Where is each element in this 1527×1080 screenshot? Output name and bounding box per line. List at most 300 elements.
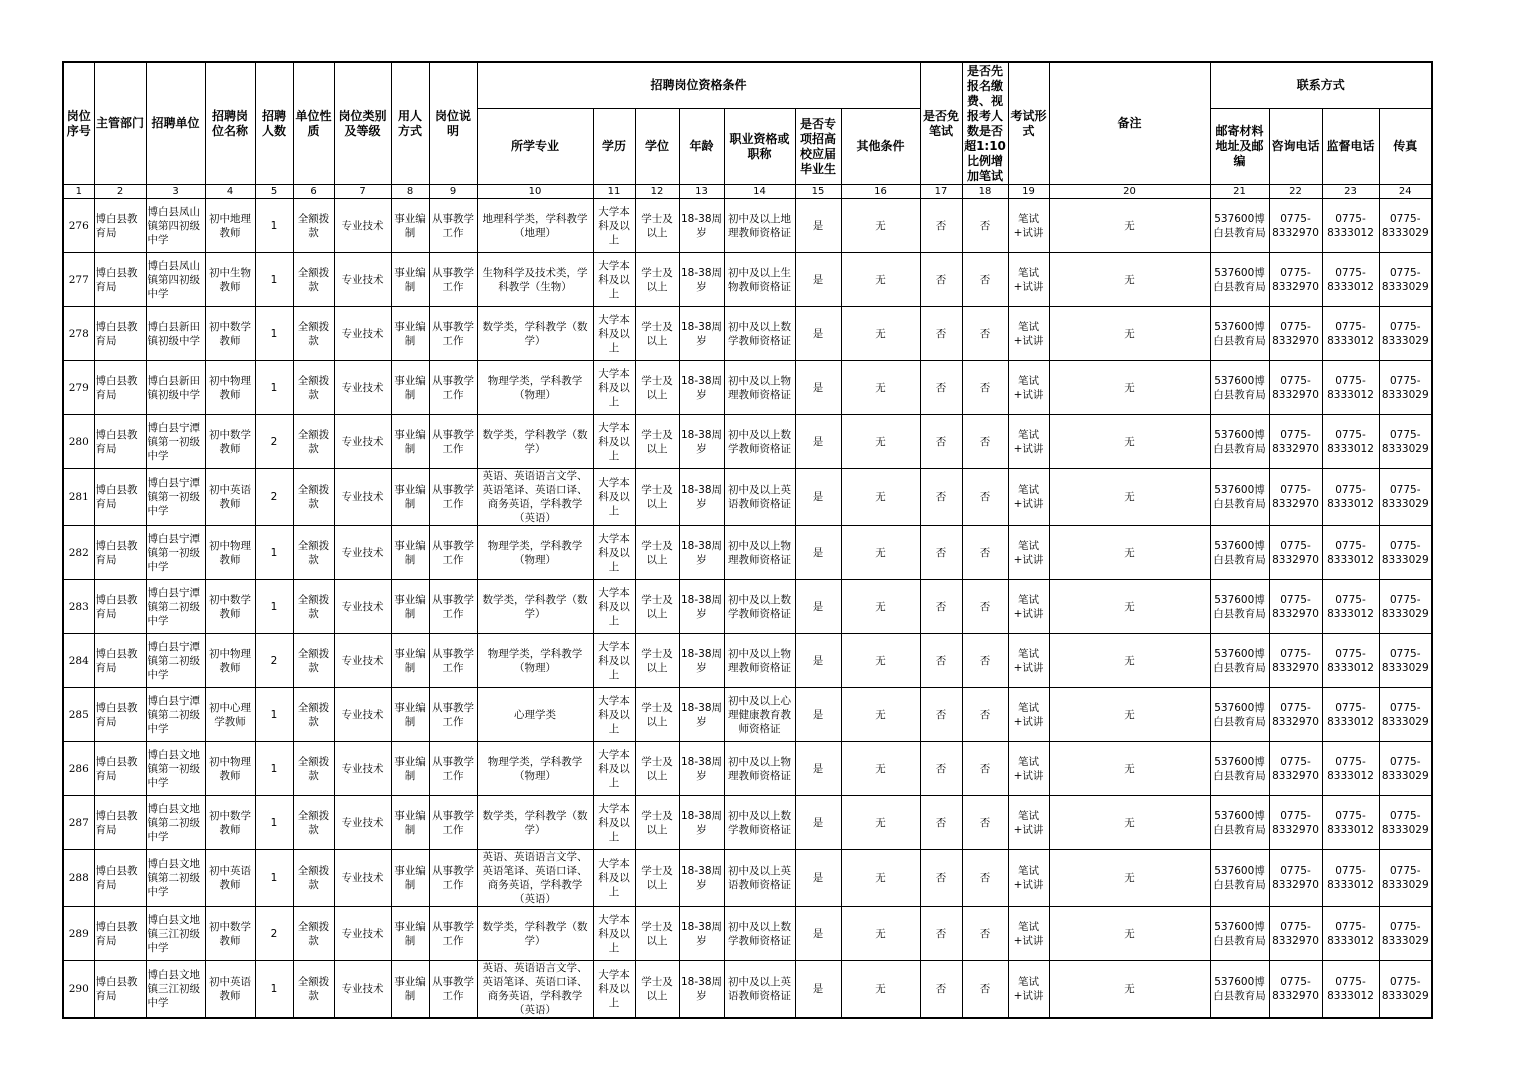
cell-degree: 学士及以上 [635, 199, 679, 253]
cell-desc: 从事教学工作 [429, 850, 477, 907]
cell-education: 大学本科及以上 [593, 307, 635, 361]
cell-post-no: 283 [63, 580, 94, 634]
column-number: 23 [1322, 185, 1379, 199]
cell-category: 专业技术 [334, 580, 391, 634]
column-number: 2 [94, 185, 146, 199]
cell-phone: 0775-8332970 [1269, 742, 1322, 796]
cell-exempt: 否 [920, 961, 962, 1019]
cell-post-no: 287 [63, 796, 94, 850]
cell-employ: 事业编制 [391, 307, 429, 361]
cell-desc: 从事教学工作 [429, 361, 477, 415]
cell-unit-type: 全额拨款 [293, 907, 334, 961]
cell-ratio: 否 [962, 415, 1008, 469]
cell-education: 大学本科及以上 [593, 526, 635, 580]
cell-age: 18-38周岁 [679, 850, 724, 907]
cell-employ: 事业编制 [391, 850, 429, 907]
cell-post-no: 276 [63, 199, 94, 253]
cell-unit-type: 全额拨款 [293, 850, 334, 907]
cell-post-no: 284 [63, 634, 94, 688]
cell-fax: 0775-8333029 [1379, 634, 1432, 688]
cell-supervise: 0775-8333012 [1322, 634, 1379, 688]
cell-dept: 博白县教育局 [94, 634, 146, 688]
cell-unit-type: 全额拨款 [293, 796, 334, 850]
cell-employ: 事业编制 [391, 634, 429, 688]
cell-remark: 无 [1049, 907, 1210, 961]
table-row [63, 796, 1432, 850]
cell-cert: 初中及以上数学教师资格证 [724, 796, 795, 850]
cell-address: 537600博白县教育局 [1210, 850, 1269, 907]
cell-exempt: 否 [920, 688, 962, 742]
cell-address: 537600博白县教育局 [1210, 307, 1269, 361]
cell-desc: 从事教学工作 [429, 253, 477, 307]
cell-cert: 初中及以上数学教师资格证 [724, 580, 795, 634]
cell-phone: 0775-8332970 [1269, 580, 1322, 634]
cell-cert: 初中及以上英语教师资格证 [724, 961, 795, 1019]
cell-age: 18-38周岁 [679, 634, 724, 688]
cell-post-name: 初中数学教师 [205, 415, 255, 469]
column-number: 14 [724, 185, 795, 199]
cell-major: 数学类，学科教学（数学） [477, 307, 593, 361]
cell-education: 大学本科及以上 [593, 850, 635, 907]
cell-post-no: 290 [63, 961, 94, 1019]
cell-unit-type: 全额拨款 [293, 961, 334, 1019]
cell-category: 专业技术 [334, 415, 391, 469]
cell-exempt: 否 [920, 415, 962, 469]
cell-age: 18-38周岁 [679, 580, 724, 634]
cell-other: 无 [841, 796, 920, 850]
cell-exam: 笔试+试讲 [1008, 961, 1049, 1019]
cell-exempt: 否 [920, 634, 962, 688]
cell-count: 1 [255, 307, 293, 361]
cell-exam: 笔试+试讲 [1008, 580, 1049, 634]
cell-major: 数学类，学科教学（数学） [477, 415, 593, 469]
table-row [63, 742, 1432, 796]
cell-ratio: 否 [962, 961, 1008, 1019]
cell-cert: 初中及以上数学教师资格证 [724, 907, 795, 961]
cell-employ: 事业编制 [391, 580, 429, 634]
cell-exempt: 否 [920, 307, 962, 361]
cell-supervise: 0775-8333012 [1322, 361, 1379, 415]
cell-unit-type: 全额拨款 [293, 307, 334, 361]
cell-degree: 学士及以上 [635, 742, 679, 796]
cell-fresh-grad: 是 [795, 742, 841, 796]
cell-exempt: 否 [920, 526, 962, 580]
cell-employ: 事业编制 [391, 907, 429, 961]
cell-degree: 学士及以上 [635, 415, 679, 469]
cell-other: 无 [841, 634, 920, 688]
cell-age: 18-38周岁 [679, 961, 724, 1019]
cell-employ: 事业编制 [391, 742, 429, 796]
table-row [63, 415, 1432, 469]
cell-unit: 博白县宁潭镇第一初级中学 [146, 415, 205, 469]
cell-post-name: 初中数学教师 [205, 796, 255, 850]
column-number: 7 [334, 185, 391, 199]
cell-education: 大学本科及以上 [593, 580, 635, 634]
cell-cert: 初中及以上数学教师资格证 [724, 415, 795, 469]
cell-exam: 笔试+试讲 [1008, 742, 1049, 796]
cell-cert: 初中及以上地理教师资格证 [724, 199, 795, 253]
cell-desc: 从事教学工作 [429, 961, 477, 1019]
cell-cert: 初中及以上物理教师资格证 [724, 634, 795, 688]
cell-phone: 0775-8332970 [1269, 415, 1322, 469]
cell-post-name: 初中物理教师 [205, 742, 255, 796]
cell-phone: 0775-8332970 [1269, 634, 1322, 688]
cell-age: 18-38周岁 [679, 526, 724, 580]
cell-address: 537600博白县教育局 [1210, 469, 1269, 526]
cell-cert: 初中及以上心理健康教育教师资格证 [724, 688, 795, 742]
cell-ratio: 否 [962, 361, 1008, 415]
col-header-age: 年龄 [679, 109, 724, 185]
cell-post-no: 286 [63, 742, 94, 796]
cell-phone: 0775-8332970 [1269, 361, 1322, 415]
cell-fresh-grad: 是 [795, 688, 841, 742]
cell-phone: 0775-8332970 [1269, 961, 1322, 1019]
cell-dept: 博白县教育局 [94, 253, 146, 307]
cell-cert: 初中及以上生物教师资格证 [724, 253, 795, 307]
col-header-unit: 招聘单位 [146, 62, 205, 185]
column-number: 3 [146, 185, 205, 199]
cell-ratio: 否 [962, 469, 1008, 526]
cell-degree: 学士及以上 [635, 961, 679, 1019]
table-row [63, 580, 1432, 634]
cell-education: 大学本科及以上 [593, 253, 635, 307]
cell-fresh-grad: 是 [795, 907, 841, 961]
cell-post-no: 285 [63, 688, 94, 742]
cell-address: 537600博白县教育局 [1210, 688, 1269, 742]
cell-category: 专业技术 [334, 469, 391, 526]
cell-ratio: 否 [962, 307, 1008, 361]
cell-degree: 学士及以上 [635, 526, 679, 580]
cell-post-name: 初中物理教师 [205, 361, 255, 415]
cell-fresh-grad: 是 [795, 796, 841, 850]
cell-post-name: 初中数学教师 [205, 580, 255, 634]
col-header-desc: 岗位说明 [429, 62, 477, 185]
cell-desc: 从事教学工作 [429, 742, 477, 796]
cell-exempt: 否 [920, 907, 962, 961]
cell-education: 大学本科及以上 [593, 469, 635, 526]
cell-category: 专业技术 [334, 361, 391, 415]
cell-address: 537600博白县教育局 [1210, 361, 1269, 415]
cell-age: 18-38周岁 [679, 199, 724, 253]
cell-ratio: 否 [962, 742, 1008, 796]
column-number: 15 [795, 185, 841, 199]
cell-age: 18-38周岁 [679, 742, 724, 796]
cell-other: 无 [841, 199, 920, 253]
table-row [63, 253, 1432, 307]
cell-category: 专业技术 [334, 742, 391, 796]
cell-age: 18-38周岁 [679, 415, 724, 469]
cell-count: 2 [255, 634, 293, 688]
cell-phone: 0775-8332970 [1269, 526, 1322, 580]
cell-phone: 0775-8332970 [1269, 469, 1322, 526]
cell-exam: 笔试+试讲 [1008, 469, 1049, 526]
col-header-exempt: 是否免笔试 [920, 62, 962, 185]
cell-other: 无 [841, 580, 920, 634]
column-number: 21 [1210, 185, 1269, 199]
col-header-fax: 传真 [1379, 109, 1432, 185]
cell-major: 物理学类，学科教学（物理） [477, 526, 593, 580]
cell-post-name: 初中物理教师 [205, 634, 255, 688]
cell-fax: 0775-8333029 [1379, 961, 1432, 1019]
cell-category: 专业技术 [334, 688, 391, 742]
cell-fax: 0775-8333029 [1379, 688, 1432, 742]
cell-ratio: 否 [962, 907, 1008, 961]
table-row [63, 688, 1432, 742]
cell-category: 专业技术 [334, 796, 391, 850]
table-row [63, 961, 1432, 1019]
col-header-employ: 用人方式 [391, 62, 429, 185]
cell-degree: 学士及以上 [635, 907, 679, 961]
table-row [63, 469, 1432, 526]
cell-dept: 博白县教育局 [94, 361, 146, 415]
cell-phone: 0775-8332970 [1269, 796, 1322, 850]
cell-other: 无 [841, 961, 920, 1019]
cell-major: 数学类，学科教学（数学） [477, 796, 593, 850]
cell-unit: 博白县文地镇三江初级中学 [146, 961, 205, 1019]
cell-remark: 无 [1049, 307, 1210, 361]
cell-fax: 0775-8333029 [1379, 253, 1432, 307]
cell-other: 无 [841, 850, 920, 907]
col-header-post-name: 招聘岗位名称 [205, 62, 255, 185]
cell-remark: 无 [1049, 688, 1210, 742]
cell-count: 1 [255, 796, 293, 850]
cell-unit: 博白县宁潭镇第二初级中学 [146, 688, 205, 742]
cell-exempt: 否 [920, 199, 962, 253]
cell-employ: 事业编制 [391, 961, 429, 1019]
cell-post-no: 288 [63, 850, 94, 907]
col-header-category: 岗位类别及等级 [334, 62, 391, 185]
col-header-degree: 学位 [635, 109, 679, 185]
cell-address: 537600博白县教育局 [1210, 796, 1269, 850]
cell-education: 大学本科及以上 [593, 742, 635, 796]
cell-unit: 博白县新田镇初级中学 [146, 361, 205, 415]
recruitment-table [62, 61, 1433, 1019]
cell-remark: 无 [1049, 361, 1210, 415]
cell-fax: 0775-8333029 [1379, 415, 1432, 469]
cell-fresh-grad: 是 [795, 850, 841, 907]
cell-category: 专业技术 [334, 526, 391, 580]
cell-ratio: 否 [962, 580, 1008, 634]
cell-employ: 事业编制 [391, 688, 429, 742]
cell-dept: 博白县教育局 [94, 469, 146, 526]
cell-fax: 0775-8333029 [1379, 850, 1432, 907]
cell-fax: 0775-8333029 [1379, 580, 1432, 634]
cell-count: 1 [255, 253, 293, 307]
cell-unit: 博白县文地镇第二初级中学 [146, 850, 205, 907]
cell-remark: 无 [1049, 469, 1210, 526]
cell-age: 18-38周岁 [679, 907, 724, 961]
cell-dept: 博白县教育局 [94, 796, 146, 850]
cell-remark: 无 [1049, 634, 1210, 688]
cell-exam: 笔试+试讲 [1008, 253, 1049, 307]
cell-exempt: 否 [920, 253, 962, 307]
cell-other: 无 [841, 907, 920, 961]
cell-fax: 0775-8333029 [1379, 307, 1432, 361]
cell-major: 心理学类 [477, 688, 593, 742]
cell-major: 物理学类，学科教学（物理） [477, 361, 593, 415]
cell-unit: 博白县新田镇初级中学 [146, 307, 205, 361]
table-row [63, 361, 1432, 415]
cell-exempt: 否 [920, 742, 962, 796]
cell-supervise: 0775-8333012 [1322, 199, 1379, 253]
cell-degree: 学士及以上 [635, 253, 679, 307]
cell-education: 大学本科及以上 [593, 688, 635, 742]
cell-category: 专业技术 [334, 634, 391, 688]
cell-other: 无 [841, 253, 920, 307]
cell-fax: 0775-8333029 [1379, 526, 1432, 580]
cell-phone: 0775-8332970 [1269, 907, 1322, 961]
cell-other: 无 [841, 307, 920, 361]
cell-cert: 初中及以上英语教师资格证 [724, 850, 795, 907]
cell-ratio: 否 [962, 253, 1008, 307]
cell-address: 537600博白县教育局 [1210, 907, 1269, 961]
cell-count: 1 [255, 526, 293, 580]
cell-address: 537600博白县教育局 [1210, 253, 1269, 307]
cell-unit-type: 全额拨款 [293, 688, 334, 742]
cell-fax: 0775-8333029 [1379, 361, 1432, 415]
cell-fresh-grad: 是 [795, 253, 841, 307]
cell-post-no: 282 [63, 526, 94, 580]
cell-ratio: 否 [962, 634, 1008, 688]
cell-exam: 笔试+试讲 [1008, 688, 1049, 742]
cell-employ: 事业编制 [391, 361, 429, 415]
cell-count: 1 [255, 199, 293, 253]
cell-unit: 博白县凤山镇第四初级中学 [146, 253, 205, 307]
cell-remark: 无 [1049, 526, 1210, 580]
table-row [63, 307, 1432, 361]
cell-education: 大学本科及以上 [593, 415, 635, 469]
cell-post-name: 初中心理学教师 [205, 688, 255, 742]
cell-cert: 初中及以上物理教师资格证 [724, 742, 795, 796]
cell-dept: 博白县教育局 [94, 742, 146, 796]
cell-unit-type: 全额拨款 [293, 742, 334, 796]
table-row [63, 199, 1432, 253]
cell-unit: 博白县凤山镇第四初级中学 [146, 199, 205, 253]
cell-address: 537600博白县教育局 [1210, 742, 1269, 796]
cell-exam: 笔试+试讲 [1008, 907, 1049, 961]
cell-ratio: 否 [962, 526, 1008, 580]
column-number: 13 [679, 185, 724, 199]
cell-fresh-grad: 是 [795, 634, 841, 688]
col-header-major: 所学专业 [477, 109, 593, 185]
column-number: 22 [1269, 185, 1322, 199]
cell-desc: 从事教学工作 [429, 580, 477, 634]
cell-major: 物理学类，学科教学（物理） [477, 742, 593, 796]
cell-desc: 从事教学工作 [429, 907, 477, 961]
column-number-row [63, 185, 1432, 199]
cell-major: 生物科学及技术类，学科教学（生物） [477, 253, 593, 307]
cell-dept: 博白县教育局 [94, 307, 146, 361]
cell-category: 专业技术 [334, 907, 391, 961]
cell-other: 无 [841, 742, 920, 796]
cell-fresh-grad: 是 [795, 580, 841, 634]
cell-exempt: 否 [920, 361, 962, 415]
cell-major: 英语、英语语言文学、英语笔译、英语口译、商务英语，学科教学（英语） [477, 469, 593, 526]
cell-major: 数学类，学科教学（数学） [477, 580, 593, 634]
cell-cert: 初中及以上英语教师资格证 [724, 469, 795, 526]
cell-count: 2 [255, 469, 293, 526]
cell-category: 专业技术 [334, 253, 391, 307]
col-header-ratio: 是否先报名缴费、视报考人数是否超1:10比例增加笔试 [962, 62, 1008, 185]
cell-address: 537600博白县教育局 [1210, 634, 1269, 688]
col-header-post-no: 岗位序号 [63, 62, 94, 185]
cell-employ: 事业编制 [391, 796, 429, 850]
cell-fax: 0775-8333029 [1379, 907, 1432, 961]
col-header-count: 招聘人数 [255, 62, 293, 185]
table-row [63, 850, 1432, 907]
cell-count: 2 [255, 415, 293, 469]
col-header-phone: 咨询电话 [1269, 109, 1322, 185]
cell-remark: 无 [1049, 415, 1210, 469]
col-header-supervise: 监督电话 [1322, 109, 1379, 185]
cell-supervise: 0775-8333012 [1322, 526, 1379, 580]
cell-supervise: 0775-8333012 [1322, 850, 1379, 907]
cell-post-name: 初中数学教师 [205, 307, 255, 361]
header-row-1 [63, 62, 1432, 109]
cell-address: 537600博白县教育局 [1210, 526, 1269, 580]
cell-fresh-grad: 是 [795, 526, 841, 580]
table-row [63, 526, 1432, 580]
column-number: 17 [920, 185, 962, 199]
cell-desc: 从事教学工作 [429, 199, 477, 253]
cell-supervise: 0775-8333012 [1322, 907, 1379, 961]
cell-address: 537600博白县教育局 [1210, 961, 1269, 1019]
cell-degree: 学士及以上 [635, 469, 679, 526]
cell-fax: 0775-8333029 [1379, 469, 1432, 526]
col-header-education: 学历 [593, 109, 635, 185]
cell-dept: 博白县教育局 [94, 907, 146, 961]
cell-age: 18-38周岁 [679, 688, 724, 742]
cell-dept: 博白县教育局 [94, 526, 146, 580]
column-number: 6 [293, 185, 334, 199]
cell-unit-type: 全额拨款 [293, 526, 334, 580]
cell-employ: 事业编制 [391, 526, 429, 580]
cell-exam: 笔试+试讲 [1008, 526, 1049, 580]
cell-supervise: 0775-8333012 [1322, 688, 1379, 742]
cell-post-no: 277 [63, 253, 94, 307]
cell-post-no: 279 [63, 361, 94, 415]
cell-exam: 笔试+试讲 [1008, 361, 1049, 415]
cell-unit-type: 全额拨款 [293, 199, 334, 253]
cell-post-name: 初中物理教师 [205, 526, 255, 580]
cell-dept: 博白县教育局 [94, 688, 146, 742]
column-number: 1 [63, 185, 94, 199]
cell-unit: 博白县宁潭镇第二初级中学 [146, 580, 205, 634]
cell-employ: 事业编制 [391, 199, 429, 253]
cell-post-no: 281 [63, 469, 94, 526]
cell-post-name: 初中数学教师 [205, 907, 255, 961]
cell-category: 专业技术 [334, 199, 391, 253]
cell-count: 1 [255, 742, 293, 796]
cell-age: 18-38周岁 [679, 253, 724, 307]
cell-supervise: 0775-8333012 [1322, 580, 1379, 634]
cell-fax: 0775-8333029 [1379, 742, 1432, 796]
cell-post-name: 初中英语教师 [205, 469, 255, 526]
cell-unit-type: 全额拨款 [293, 253, 334, 307]
cell-education: 大学本科及以上 [593, 907, 635, 961]
cell-exam: 笔试+试讲 [1008, 634, 1049, 688]
table-row [63, 907, 1432, 961]
cell-count: 1 [255, 688, 293, 742]
cell-supervise: 0775-8333012 [1322, 742, 1379, 796]
cell-supervise: 0775-8333012 [1322, 253, 1379, 307]
cell-degree: 学士及以上 [635, 850, 679, 907]
cell-unit: 博白县宁潭镇第一初级中学 [146, 469, 205, 526]
col-group-qualification: 招聘岗位资格条件 [477, 62, 920, 109]
cell-desc: 从事教学工作 [429, 307, 477, 361]
cell-exempt: 否 [920, 850, 962, 907]
cell-exam: 笔试+试讲 [1008, 199, 1049, 253]
